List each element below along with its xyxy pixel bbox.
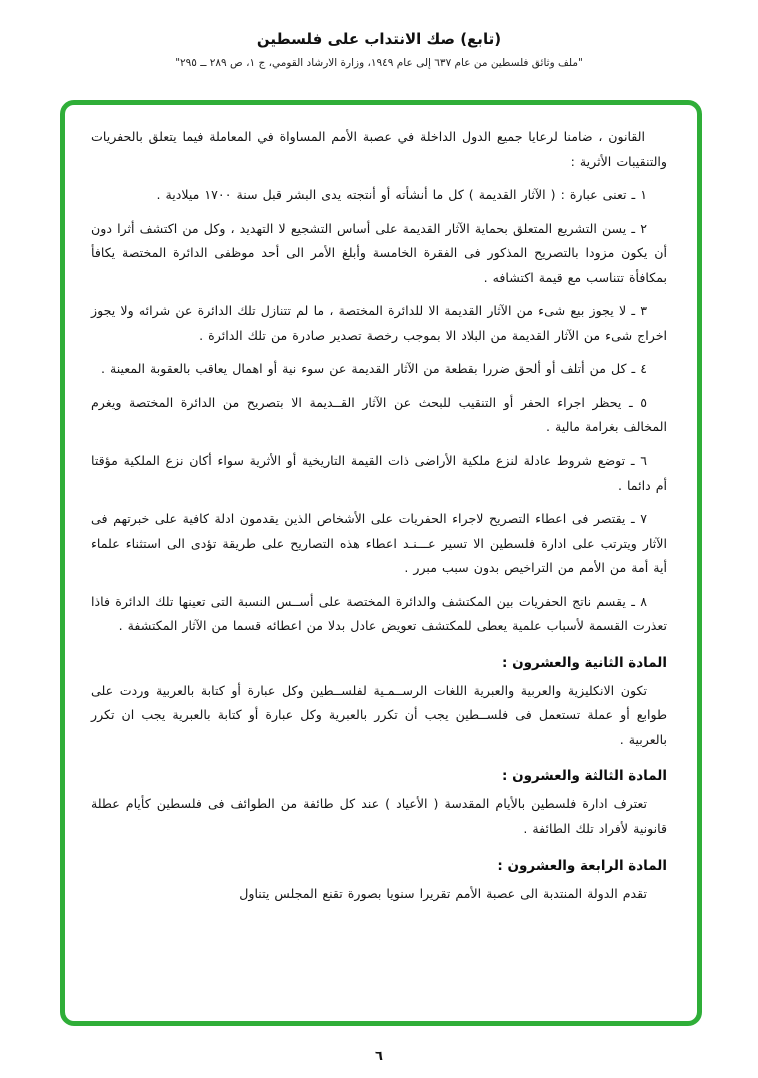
article-item-6: ٦ ـ توضع شروط عادلة لنزع ملكية الأراضى ذات القيمة التاريخية أو الأثرية سواء أكان نزع الملكية مؤقتا أم دائما . [91,453,667,493]
document-title: (تابع) صك الانتداب على فلسطين [256,30,502,48]
article-item-2: ٢ ـ يسن التشريع المتعلق بحماية الآثار القديمة على أساس التشجيع لا التهديد ، وكل من اكتشف أثرا دون أن يكون مزودا بالتصريح المذكور فى الفقرة الخامسة وأبلغ الأمر الى أحد موظفى الدائرة المختصة يكافأ بمكافأة تتناسب مع قيمة اكتشافه . [91,220,667,285]
content-frame [60,100,702,1026]
source-citation: "ملف وثائق فلسطين من عام ٦٣٧ إلى عام ١٩٤٩، وزارة الارشاد القومي، ج ١، ص ٢٨٩ ــ ٢٩٥" [175,57,583,69]
section-heading-article-22: المادة الثانية والعشرون : [501,654,667,671]
page-footer [0,1045,758,1064]
article-item-1: ١ ـ تعنى عبارة : ( الآثار القديمة ) كل ما أنشأته أو أنتجته يدى البشر قبل سنة ١٧٠٠ ميلادية . [156,187,647,203]
article-item-5: ٥ ـ يحظر اجراء الحفر أو التنقيب للبحث عن الآثار القــديمة الا بتصريح من الدائرة المختصة ويغرم المخالف بغرامة مالية . [91,394,667,435]
article-item-8: ٨ ـ يقسم ناتج الحفريات بين المكتشف والدائرة المختصة على أســس النسبة التى تعينها تلك الدائرة فاذا تعذرت القسمة لأسباب علمية يعطى للمكتشف تعويض عادل بدلا من اعطائه قسما من الآثار المكتشفة . [91,593,667,634]
section-heading-article-23: المادة الثالثة والعشرون : [501,768,667,785]
section-paragraph-article-24: تقدم الدولة المنتدبة الى عصبة الأمم تقريرا سنويا بصورة تقنع المجلس يتناول [239,885,647,901]
section-paragraph-article-22: تكون الانكليزية والعربية والعبرية اللغات الرســمـية لفلســطين وكل عبارة أو كتابة بالعربية وردت على طوابع أو عملة تستعمل فى فلســطين يجب أن تكرر بالعبرية وكل عبارة أو كتابة بالعبرية يجب ان تكرر بالعربية . [91,682,667,747]
article-item-3: ٣ ـ لا يجوز بيع شىء من الآثار القديمة الا للدائرة المختصة ، ما لم تتنازل تلك الدائرة عن شرائه ولا يجوز اخراج شىء من الآثار القديمة من البلاد الا بموجب رخصة تصدير صادرة من تلك الدائرة . [91,303,667,343]
section-heading-article-24: المادة الرابعة والعشرون : [497,857,667,874]
section-paragraph-article-23: تعترف ادارة فلسطين بالأيام المقدسة ( الأعياد ) عند كل طائفة من الطوائف فى فلسطين كأيام عطلة قانونية لأفراد تلك الطائفة . [91,796,667,837]
article-item-4: ٤ ـ كل من أتلف أو ألحق ضررا بقطعة من الآثار القديمة عن سوء نية أو اهمال يعاقب بالعقوبة المعينة . [100,361,647,377]
intro-paragraph: القانون ، ضامنا لرعايا جميع الدول الداخلة في عصبة الأمم المساواة في المعاملة فيما يتعلق بالحفريات والتنقيبات الأثرية : [91,129,667,169]
document-header [0,0,758,69]
article-item-7: ٧ ـ يقتصر فى اعطاء التصريح لاجراء الحفريات على الأشخاص الذين يقدمون ادلة كافية على خبرتهم فى الآثار ويترتب على ادارة فلسطين الا تسير عـــنـد اعطاء هذه التصاريح على طريقة تؤدى الى استثناء علماء أية أمة من الأمم من التراخيص بدون سبب مبرر . [91,511,667,576]
page-number: ٦ [375,1049,383,1064]
